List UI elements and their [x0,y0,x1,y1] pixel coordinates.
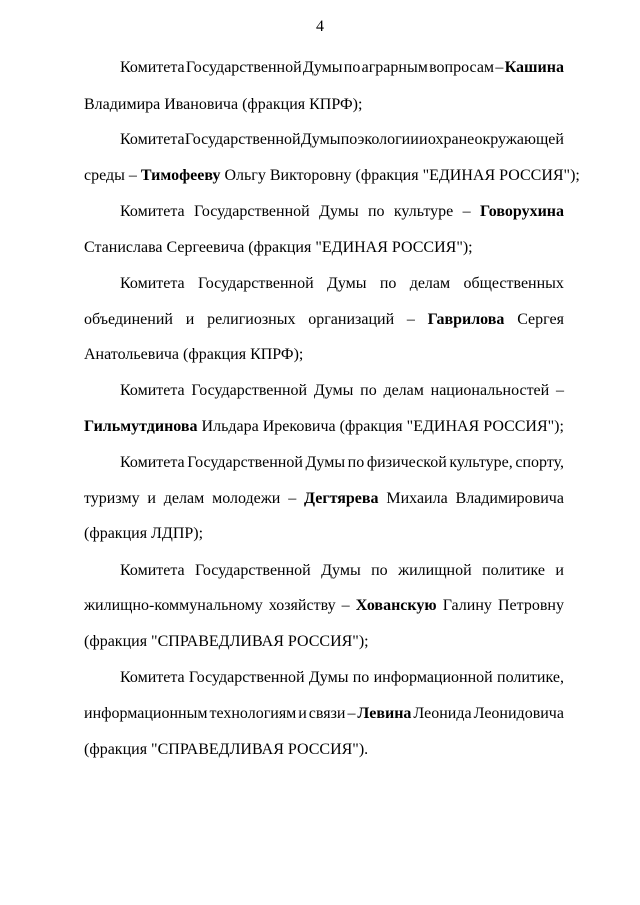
text-line [120,668,564,688]
word: по [371,562,388,579]
word: Думы [326,275,367,292]
word: политике [482,562,545,579]
word: аграрным [361,59,428,76]
word: по [340,131,358,148]
text-line: Владимира Ивановича (фракция КПРФ); [84,96,363,113]
deputy-name: Дегтярева [304,490,379,507]
deputy-name: Левина [357,705,412,722]
word: Государственной [188,669,305,686]
word: Комитета [120,562,185,579]
word: и [185,311,195,328]
word: и [298,705,307,722]
text-line: Анатольевича (фракция КПРФ); [84,346,304,363]
text-line [120,202,564,222]
word: Думы [313,382,354,399]
word: Комитета [120,131,185,148]
text-line: (фракция "СПРАВЕДЛИВАЯ РОССИЯ"). [84,741,369,758]
word: религиозных [207,311,296,328]
text-line [84,310,564,330]
deputy-name: Хованскую [355,597,437,614]
word: Государственной [184,131,301,148]
word: общественных [463,275,564,292]
text-line: Станислава Сергеевича (фракция "ЕДИНАЯ РОССИЯ"); [84,239,473,256]
text-run: Ольгу Викторовну (фракция "ЕДИНАЯ РОССИЯ"); [220,167,580,184]
word: Михаила [386,490,448,507]
deputy-name: Тимофееву [140,167,221,184]
text-line [120,58,564,78]
word: – [462,203,471,220]
word: молодежи [212,490,281,507]
text-run: Ильдара Ирековича (фракция "ЕДИНАЯ РОССИЯ"); [197,418,564,435]
word: Государственной [187,454,303,471]
deputy-name: Гильмутдинова [84,418,198,435]
text-line [120,561,564,581]
page-number: 4 [316,18,324,35]
word: и [147,490,156,507]
word: Государственной [197,275,314,292]
word: окружающей [474,131,564,148]
deputy-name: Кашина [504,59,564,76]
word: – [555,382,564,399]
word: по [352,669,370,686]
word: связи [308,705,346,722]
word: по [379,275,397,292]
word: вопросам [429,59,495,76]
word: культуре [393,203,454,220]
text-line [84,704,564,724]
word: – [406,311,415,328]
deputy-name: Гаврилова [427,311,505,328]
text-line: (фракция ЛДПР); [84,525,204,542]
word: Леонидовича [473,705,564,722]
word: и [419,131,428,148]
word: технологиям [209,705,297,722]
word: Думы [319,203,359,220]
word: делам [163,490,205,507]
text-line [120,274,564,294]
word: по [347,454,365,471]
word: Галину [442,597,492,614]
text-line [120,130,564,150]
word: Леонида [413,705,472,722]
word: охране [427,131,475,148]
word: политике, [497,669,564,686]
word: Владимировича [455,490,564,507]
word: Думы [321,562,361,579]
text-line [84,166,580,186]
word: объединений [84,311,173,328]
word: и [555,562,564,579]
word: Комитета [120,275,185,292]
text-line [84,596,564,616]
word: национальностей [430,382,550,399]
word: – [288,490,297,507]
deputy-name: Говорухина [479,203,564,220]
word: Комитета [120,203,185,220]
word: Комитета [120,454,185,471]
word: информационной [373,669,493,686]
word: Думы [305,454,346,471]
word: – [347,705,356,722]
word: Государственной [185,59,302,76]
word: спорту, [515,454,564,471]
word: по [343,59,361,76]
word: Комитета [120,382,185,399]
word: Петровну [498,597,564,614]
word: Думы [302,59,343,76]
text-line [84,489,564,509]
word: Комитета [120,669,185,686]
word: Государственной [191,382,308,399]
word: хозяйству [268,597,336,614]
word: жилищной [398,562,472,579]
text-line [120,381,564,401]
word: Думы [300,131,341,148]
word: делам [383,382,424,399]
word: по [360,382,377,399]
text-line [120,453,564,473]
word: Думы [308,669,349,686]
word: Государственной [193,203,310,220]
word: Комитета [120,59,185,76]
word: – [495,59,504,76]
word: по [367,203,385,220]
word: информационным [84,705,208,722]
word: организаций [308,311,395,328]
word: Сергея [517,311,564,328]
word: культуре, [449,454,513,471]
word: туризму [84,490,140,507]
word: делам [409,275,451,292]
word: – [341,597,350,614]
word: физической [366,454,447,471]
text-run: среды – [84,167,141,184]
word: жилищно-коммунальному [84,597,263,614]
word: Государственной [195,562,311,579]
word: экологии [357,131,419,148]
text-line [84,417,564,437]
text-line: (фракция "СПРАВЕДЛИВАЯ РОССИЯ"); [84,633,369,650]
